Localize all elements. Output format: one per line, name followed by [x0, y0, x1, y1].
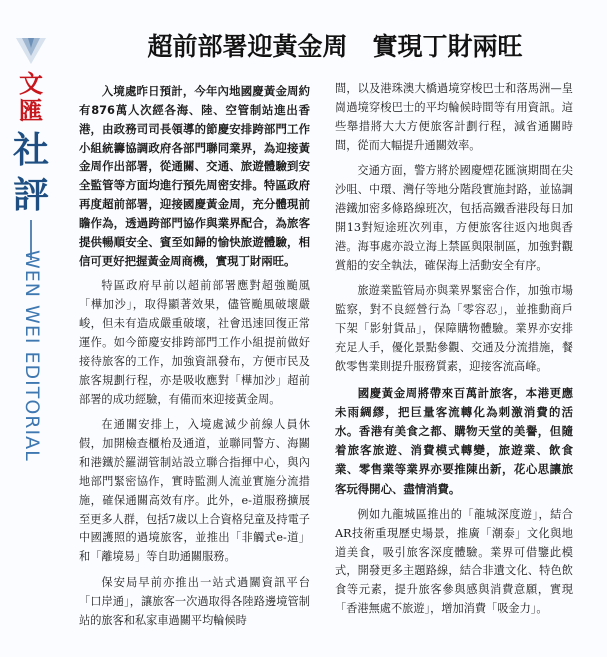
brand-wenwei: 文匯: [19, 69, 43, 125]
article-headline: 超前部署迎黃金周 實現丁財兩旺: [147, 32, 523, 61]
lead-paragraph: 入境處昨日預計，今年內地國慶黃金周約有876萬人次經各海、陸、空管制站進出香港，由政務司司長領導的節慶安排跨部門工作小組統籌協調政府各部門聯同業界，為迎接黃金周作出部署，從通關、交通、旅遊體驗到安全監管等方面均進行預先周密安排。特區政府再度超前部署，迎接國慶黃金周，充分體現前瞻作為，透過跨部門協作與業界配合，為旅客提供暢順安全、賓至如歸的愉快旅遊體驗，相信可更好把握黃金周商機，實現丁財兩旺。: [79, 84, 310, 268]
body-paragraph: 保安局早前亦推出一站式過關資訊平台「口岸通」，讓旅客一次過取得各陸路邊境管制站的旅客和私家車過關平均輪候時: [79, 576, 310, 627]
body-paragraph: 間，以及港珠澳大橋過境穿梭巴士和落馬洲—皇崗過境穿梭巴士的平均輪候時間等有用資訊。這些舉措將大大方便旅客計劃行程，減省通關時間，從而大幅提升通關效率。: [335, 82, 573, 152]
pen-nib-icon: [16, 38, 46, 66]
body-paragraph: 旅遊業監管局亦與業界緊密合作，加強市場監察，對不良經營行為「零容忍」，並推動商戶下架「影射貨品」，保障購物體驗。業界亦安排充足人手，優化景點參觀、交通及分流措施，餐飲零售業則提升服務質素，迎接客流高峰。: [335, 284, 573, 373]
editorial-sidebar: [0, 0, 62, 657]
brand-editorial: 社評: [12, 129, 49, 216]
body-paragraph: 例如九龍城區推出的「龍城深度遊」，結合AR技術重現歷史場景，推廣「潮泰」文化與地道美食，吸引旅客深度體驗。業界可借鑒此模式，開發更多主題路線，結合非遺文化、特色飲食等元素，提升旅客參與感與消費意願，實現「香港無處不旅遊」，增加消費「吸金力」。: [335, 507, 573, 616]
body-paragraph: 交通方面，警方將於國慶煙花匯演期間在尖沙咀、中環、灣仔等地分階段實施封路，並協調港鐵加密多條路線班次，包括高鐵香港段每日加開13對短途班次列車，方便旅客往返內地與香港。海事處亦設立海上禁區與限制區，加強對觀賞船的安全執法，確保海上活動安全有序。: [335, 164, 573, 272]
body-paragraph: 特區政府早前以超前部署應對超強颱風「樺加沙」，取得顯著效果，儘管颱風破壞嚴峻，但未有造成嚴重破壞，社會迅速回復正常運作。如今節慶安排跨部門工作小組提前做好接待旅客的工作，加強資訊發布，方便市民及旅客規劃行程，亦是吸收應對「樺加沙」超前部署的成功經驗，有備而來迎接黃金周。: [79, 279, 310, 406]
bold-paragraph: 國慶黃金周將帶來百萬計旅客，本港更應未雨綢繆，把巨量客流轉化為刺激消費的活水。香港有美食之都、購物天堂的美譽，但隨着旅客旅遊、消費模式轉變，旅遊業、飲食業、零售業等業界亦要推陳出新，花心思讓旅客玩得開心、盡情消費。: [335, 385, 573, 496]
article-column-left: [79, 82, 310, 638]
body-paragraph: 在通關安排上，入境處減少前線人員休假，加開檢查櫃枱及通道，並聯同警方、海關和港鐵於羅湖管制站設立聯合指揮中心，與內地部門緊密協作，實時監測人流並實施分流措施，確保通關高效有序。此外，e-道服務擴展至更多人群，包括7歲以上合資格兒童及持電子中國護照的過境旅客，並推出「非觸式e-道」和「離境易」等自助通關服務。: [79, 418, 310, 564]
article-column-right: [335, 80, 573, 626]
brand-english: WEN WEI EDITORIAL: [21, 250, 43, 462]
